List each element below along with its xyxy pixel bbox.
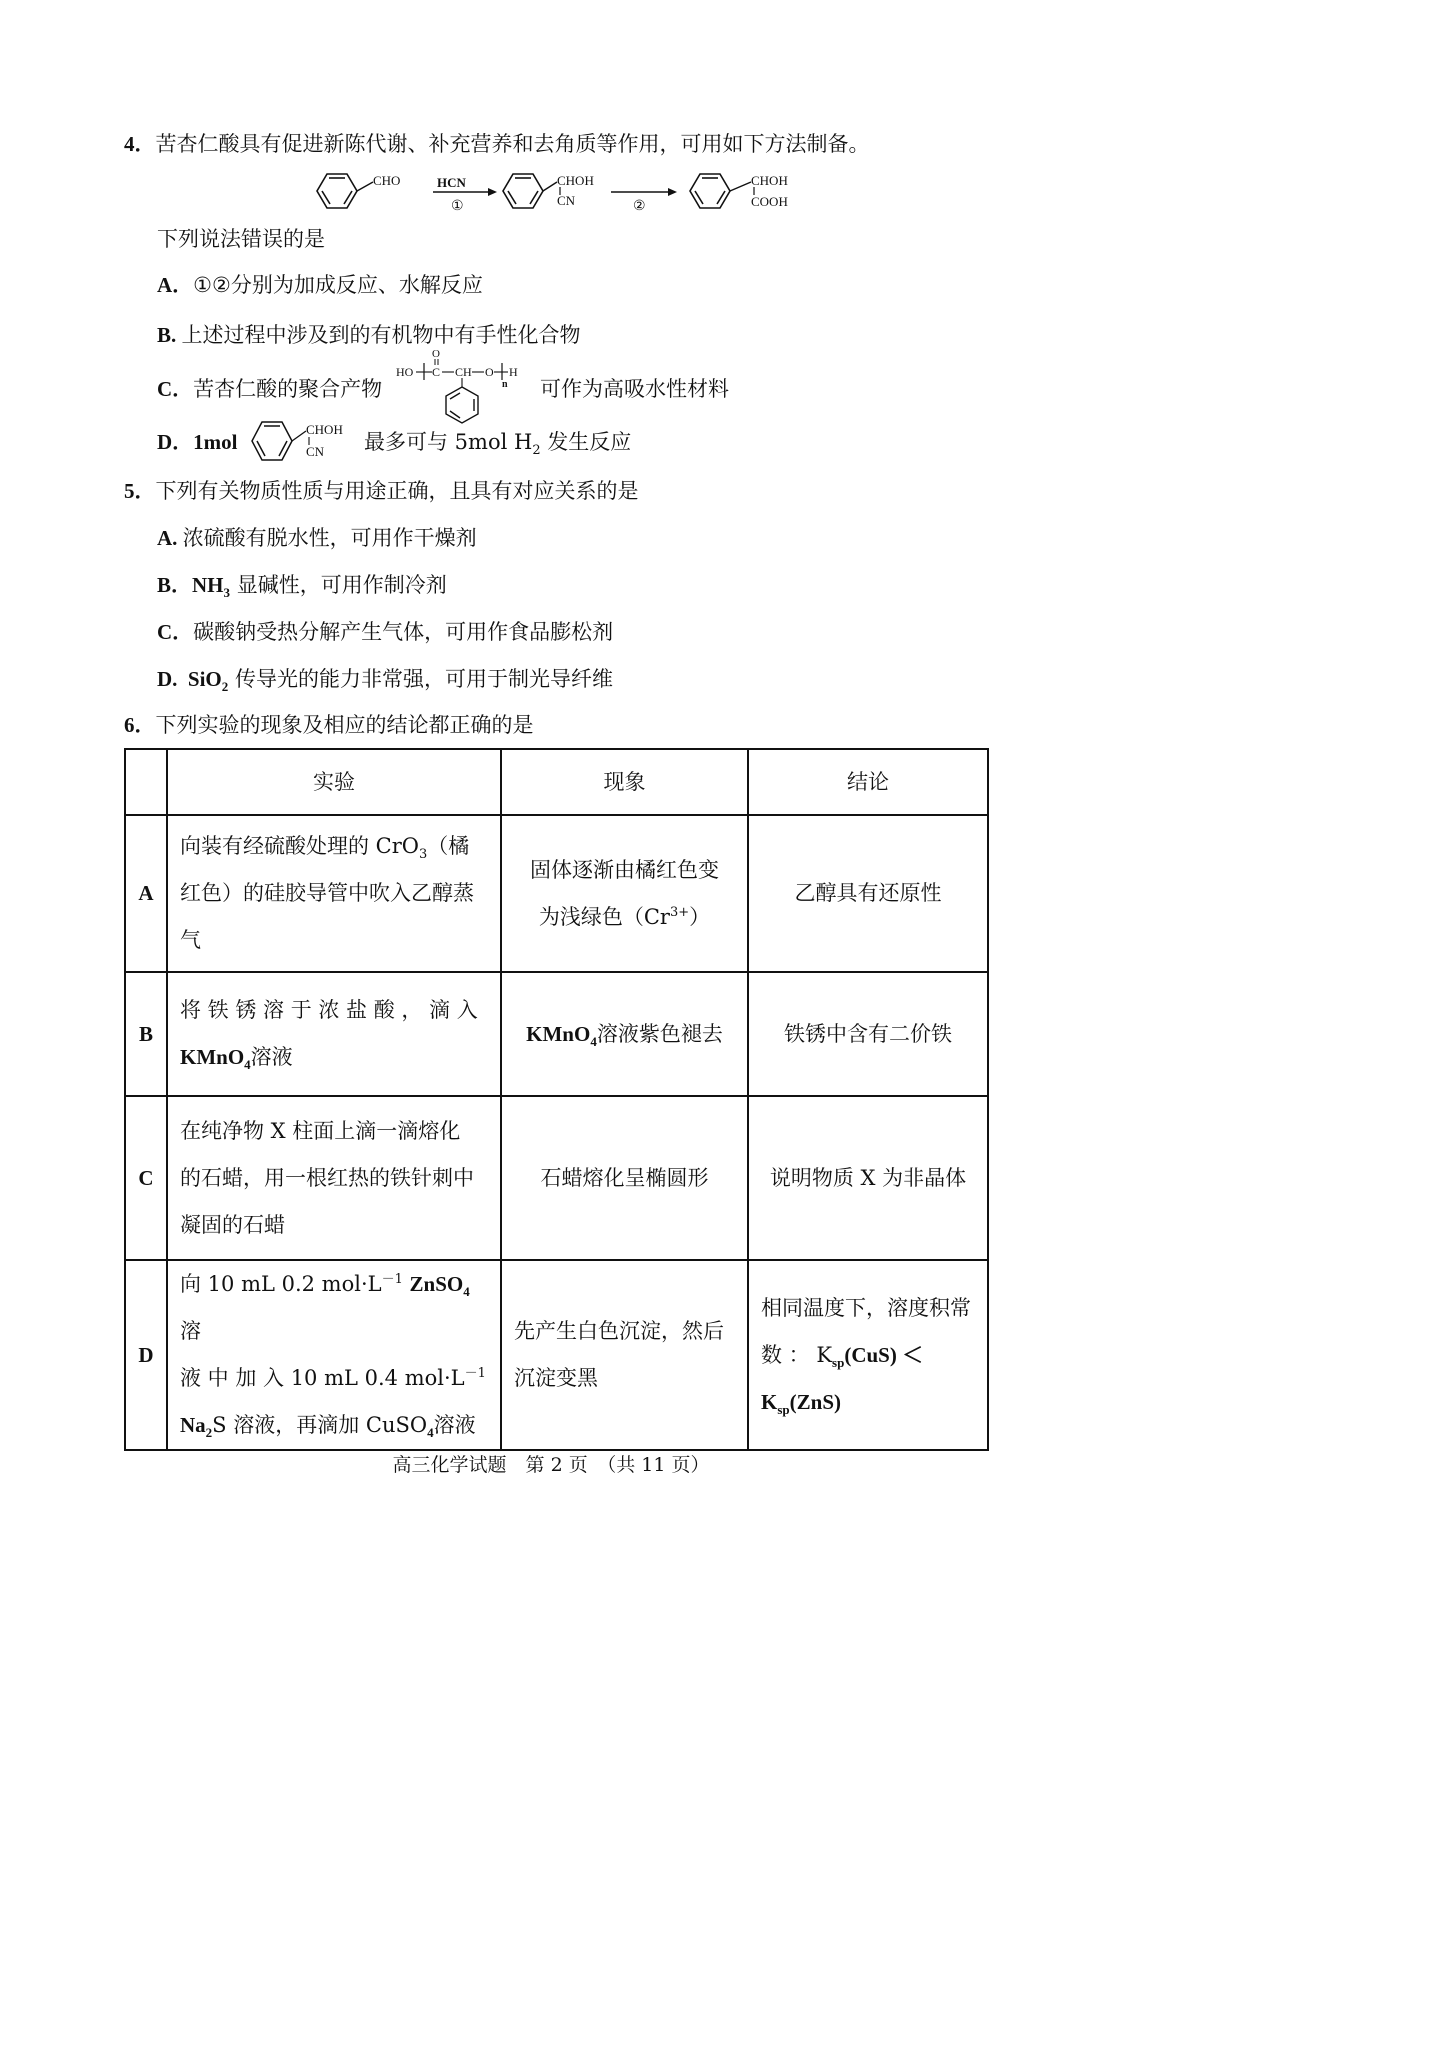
q6-number: 6 (124, 713, 135, 737)
row-a-exp-line2: 红色）的硅胶导管中吹入乙醇蒸 (180, 881, 474, 905)
q4-option-b[interactable] (157, 321, 581, 349)
benzene-ring-2 (503, 174, 543, 208)
option-letter-b: B (157, 573, 172, 597)
d-cn-label: CN (306, 444, 325, 459)
row-c-exp-line3: 凝固的石蜡 (180, 1212, 285, 1237)
row-d-conclusion (748, 1260, 988, 1450)
reagent-hcn: HCN (437, 175, 466, 190)
row-d-exp-line3: S 溶液，再滴加 CuSO (212, 1413, 428, 1437)
arrowhead-2 (668, 188, 677, 196)
q5-number-dot: ． (134, 479, 156, 503)
q4-option-c[interactable] (157, 375, 382, 403)
row-b-phenomenon (501, 972, 748, 1096)
option-dot: . (171, 323, 182, 347)
unit-superscript: －1 (464, 1366, 486, 1381)
row-label-a: A (125, 815, 167, 972)
poly-c: C (432, 365, 441, 379)
q5-option-b-text: 显碱性，可用作制冷剂 (236, 573, 447, 597)
row-a-obs-line1: 固体逐渐由橘红色变 (530, 857, 719, 882)
m2-cn-label: CN (557, 193, 576, 208)
kmno4-formula: KMnO (180, 1045, 245, 1069)
header-empty-cell (125, 749, 167, 815)
q4-option-d-amount: 1mol (193, 430, 238, 454)
m2-choh-label: CHOH (557, 173, 594, 188)
row-c-phenomenon: 石蜡熔化呈椭圆形 (501, 1096, 748, 1260)
poly-h: H (509, 365, 518, 379)
kmno4-subscript: 4 (244, 1057, 251, 1073)
row-a-exp-line1-tail: （橘 (427, 834, 470, 858)
option-letter-c: C (157, 620, 173, 644)
q5-option-c-text: 碳酸钠受热分解产生气体，可用作食品膨松剂 (193, 620, 614, 644)
q5-stem: 下列有关物质性质与用途正确，且具有对应关系的是 (155, 479, 639, 503)
row-b-exp-line2-tail: 溶液 (250, 1045, 293, 1069)
row-c-conclusion: 说明物质 X 为非晶体 (748, 1096, 988, 1260)
bond-3 (730, 182, 751, 191)
benzene-ring-1 (317, 174, 357, 208)
q4-option-d-text: 最多可与 5mol H (364, 430, 533, 454)
row-a-obs-line2: 为浅绿色（Cr (538, 904, 670, 929)
row-d-exp-line2: 液 中 加 入 10 mL 0.4 mol·L (180, 1366, 465, 1390)
step-2-mark: ② (633, 199, 646, 214)
unit-superscript: －1 (381, 1272, 403, 1287)
option-dot: ． (171, 573, 193, 597)
q6-stem: 下列实验的现象及相应的结论都正确的是 (155, 713, 534, 737)
row-d-concl-line2-tail: (CuS) ＜ (844, 1342, 924, 1367)
row-d-obs-line1: 先产生白色沉淀，然后 (514, 1319, 724, 1343)
row-a-experiment (167, 815, 501, 972)
row-b-experiment (167, 972, 501, 1096)
nh3-subscript: 3 (223, 585, 231, 601)
option-dot: ． (172, 273, 194, 297)
kmno4-subscript: 4 (590, 1033, 597, 1049)
q4-prompt: 下列说法错误的是 (157, 227, 325, 251)
header-experiment: 实验 (167, 749, 501, 815)
q5-option-d-text: 传导光的能力非常强，可用于制光导纤维 (234, 667, 613, 691)
q5-option-a-text: 浓硫酸有脱水性，可用作干燥剂 (182, 526, 477, 550)
option-letter-d: D (157, 667, 173, 691)
poly-benzene-ring (446, 387, 478, 423)
table-row-d[interactable] (125, 1260, 988, 1450)
row-a-exp-line1: 向装有经硫酸处理的 CrO (180, 834, 419, 858)
znso4-formula: ZnSO (409, 1272, 464, 1296)
table-row-b[interactable] (125, 972, 988, 1096)
option-letter-d: D (157, 430, 173, 454)
option-letter-a: A (157, 526, 173, 550)
ksp-subscript: sp (832, 1354, 845, 1370)
bond-2 (543, 182, 557, 191)
row-d-concl-line3-tail: (ZnS) (789, 1389, 841, 1414)
row-label-c: C (125, 1096, 167, 1260)
q5-option-c[interactable] (157, 618, 613, 646)
q4-stem: 苦杏仁酸具有促进新陈代谢、补充营养和去角质等作用，可用如下方法制备。 (155, 132, 870, 156)
table-row-c[interactable] (125, 1096, 988, 1260)
poly-ch: CH (455, 365, 472, 379)
bond-1 (357, 182, 373, 191)
m3-cooh-label: COOH (751, 194, 788, 209)
arrowhead-1 (488, 188, 497, 196)
q4-stem-line (124, 130, 870, 158)
benzene-ring-3 (690, 174, 730, 208)
q4-option-c-tail: 可作为高吸水性材料 (540, 377, 729, 401)
option-dot: . (172, 667, 188, 691)
na2s-subscript: 2 (205, 1425, 213, 1441)
row-c-exp-line1: 在纯净物 X 柱面上滴一滴熔化 (180, 1118, 461, 1143)
q4-option-d-structure (248, 414, 358, 468)
q5-number: 5 (124, 479, 135, 503)
nh3-formula: NH (192, 573, 224, 597)
header-phenomenon: 现象 (501, 749, 748, 815)
q4-reaction-scheme (305, 160, 825, 222)
q5-option-b[interactable] (157, 571, 447, 599)
option-letter-c: C (157, 377, 173, 401)
row-label-d: D (125, 1260, 167, 1450)
m3-choh-label: CHOH (751, 173, 788, 188)
q4-number-dot: ． (134, 132, 156, 156)
cuso4-subscript: 4 (427, 1425, 434, 1441)
row-d-phenomenon (501, 1260, 748, 1450)
row-label-b: B (125, 972, 167, 1096)
row-b-exp-line1: 将 铁 锈 溶 于 浓 盐 酸 ， 滴 入 (180, 998, 478, 1022)
sio2-subscript: 2 (221, 679, 229, 695)
table-row-a[interactable] (125, 815, 988, 972)
q4-option-d-tail (364, 428, 632, 459)
q5-stem-line (124, 477, 639, 505)
q4-option-a-text: ①②分别为加成反应、水解反应 (193, 273, 483, 297)
poly-n: n (502, 379, 508, 390)
row-d-concl-line3: K (761, 1389, 778, 1414)
table-header-row (125, 749, 988, 815)
poly-carbonyl-o: O (432, 348, 440, 360)
row-d-concl-line1: 相同温度下，溶度积常 (761, 1295, 971, 1320)
q4-option-c-text1: 苦杏仁酸的聚合产物 (193, 377, 383, 401)
option-dot: ． (172, 377, 194, 401)
cro3-subscript: 3 (419, 847, 428, 863)
step-1-mark: ① (451, 199, 464, 214)
row-a-exp-line3: 气 (180, 928, 201, 952)
d-bond-1 (292, 431, 306, 441)
poly-ho: HO (396, 365, 414, 379)
header-conclusion: 结论 (748, 749, 988, 815)
ksp-subscript: sp (777, 1401, 790, 1417)
q6-experiment-table (124, 748, 989, 1451)
row-d-obs-line2: 沉淀变黑 (514, 1366, 598, 1390)
row-b-obs-tail: 溶液紫色褪去 (596, 1021, 723, 1046)
row-a-phenomenon (501, 815, 748, 972)
option-letter-a: A (157, 273, 173, 297)
na2s-formula: Na (180, 1413, 206, 1437)
q5-option-d[interactable] (157, 665, 613, 693)
row-d-experiment (167, 1260, 501, 1450)
row-d-concl-line2: 数 ： K (761, 1342, 833, 1367)
kmno4-formula: KMnO (526, 1021, 591, 1046)
row-a-obs-line2-tail: ） (689, 904, 711, 929)
q4-option-d[interactable] (157, 428, 238, 456)
row-a-conclusion: 乙醇具有还原性 (748, 815, 988, 972)
option-dot: . (172, 526, 183, 550)
option-dot: ． (172, 430, 194, 454)
row-c-experiment (167, 1096, 501, 1260)
znso4-subscript: 4 (463, 1284, 470, 1300)
r1-cho-label: CHO (373, 173, 401, 188)
q6-number-dot: ． (134, 713, 156, 737)
h2-subscript: 2 (532, 443, 541, 459)
row-d-exp-line1-tail: 溶 (180, 1319, 201, 1343)
q4-option-a[interactable] (157, 271, 483, 299)
q6-stem-line (124, 711, 534, 739)
q4-polymer-structure (396, 347, 536, 425)
row-d-exp-line1: 向 10 mL 0.2 mol·L (180, 1272, 382, 1296)
row-c-exp-line2: 的石蜡，用一根红热的铁针刺中 (180, 1165, 474, 1190)
row-d-exp-line3-tail: 溶液 (433, 1413, 476, 1437)
page-footer: 高三化学试题 第 2 页 （共 11 页） (392, 1454, 710, 1476)
sio2-formula: SiO (187, 667, 222, 691)
d-choh-label: CHOH (306, 422, 343, 437)
row-b-conclusion: 铁锈中含有二价铁 (748, 972, 988, 1096)
q5-option-a[interactable] (157, 524, 477, 552)
option-letter-b: B (157, 323, 172, 347)
poly-o: O (485, 365, 494, 379)
cr-charge-superscript: 3+ (669, 904, 690, 920)
d-benzene-ring (252, 422, 292, 460)
q4-number: 4 (124, 132, 135, 156)
q4-option-d-text2: 发生反应 (547, 430, 632, 454)
option-dot: ． (172, 620, 194, 644)
q4-option-b-text: 上述过程中涉及到的有机物中有手性化合物 (181, 323, 581, 347)
